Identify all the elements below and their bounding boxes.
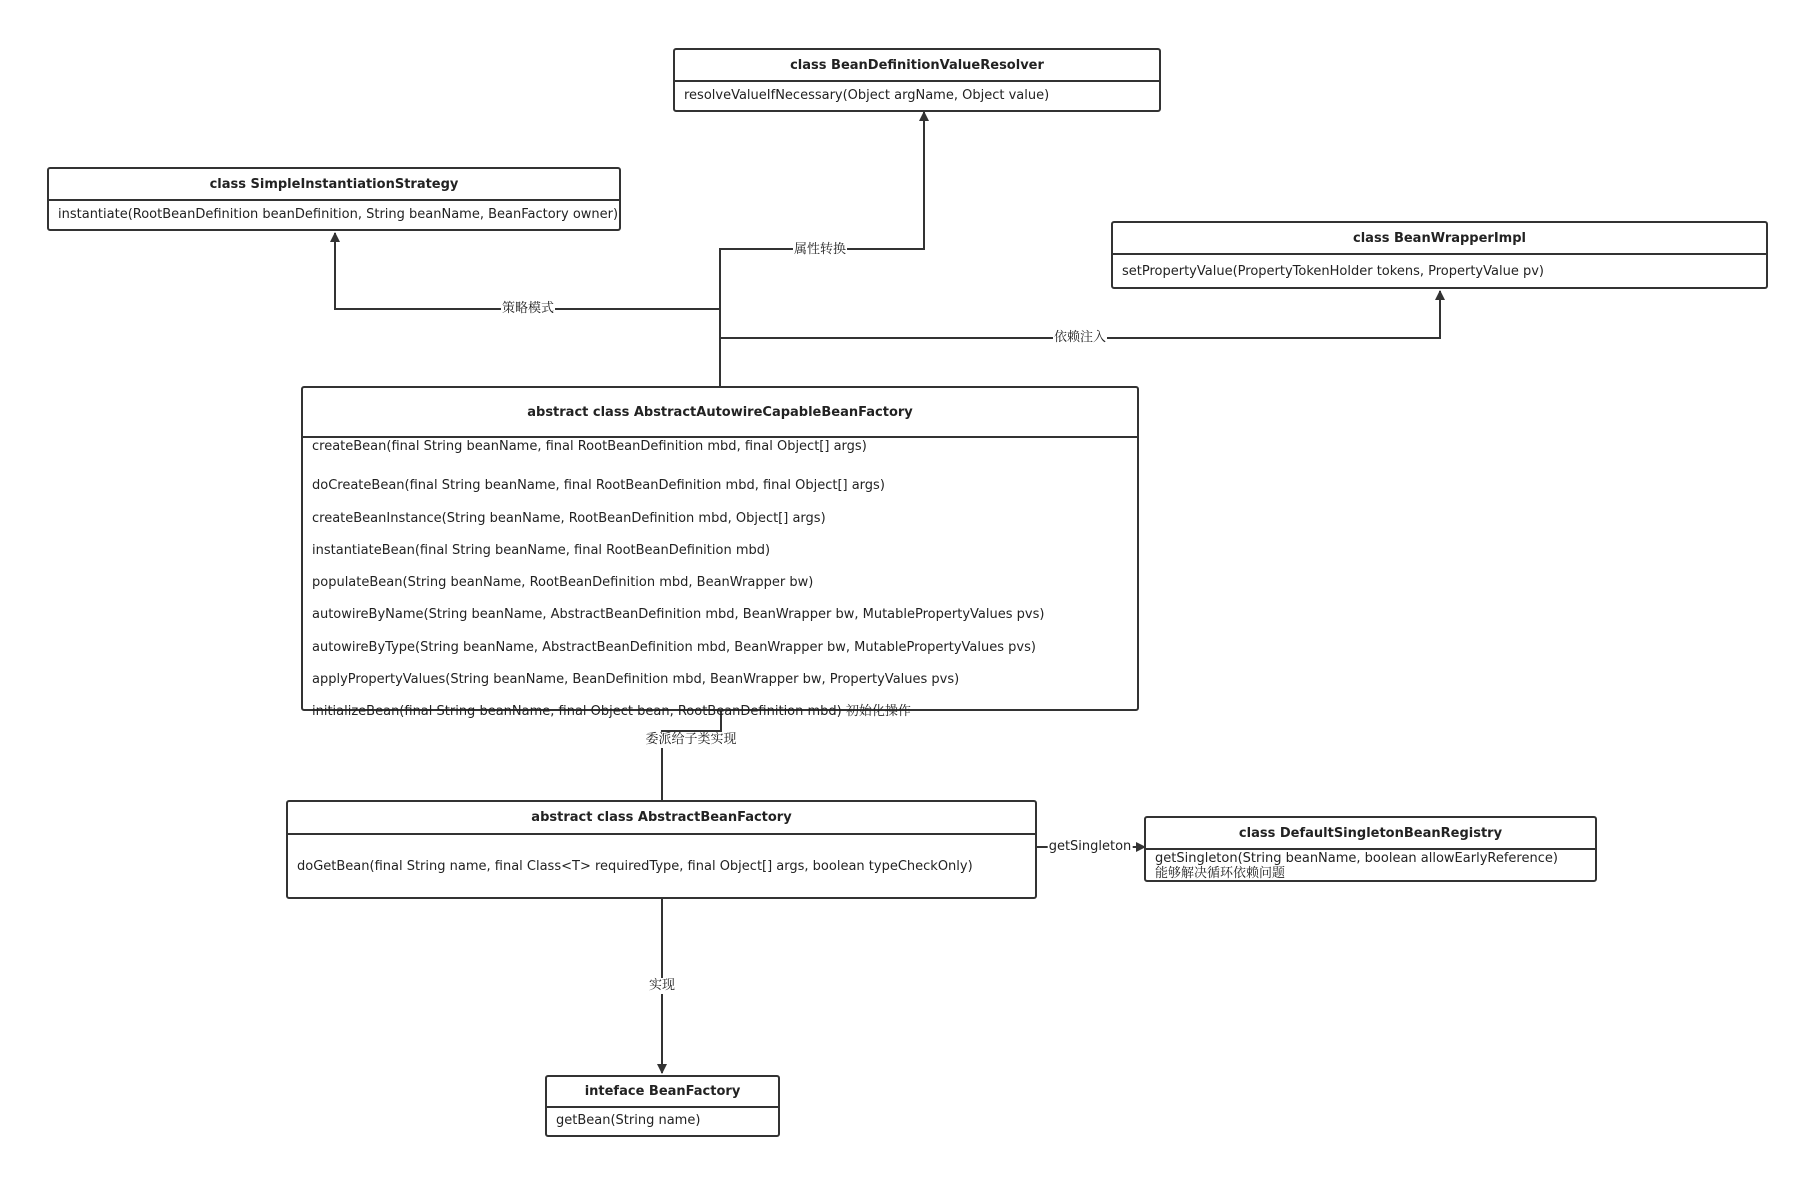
method-list bbox=[547, 1108, 778, 1128]
method-create-bean-instance: createBeanInstance(String beanName, RootBeanDefinition mbd, Object[] args) bbox=[312, 510, 826, 526]
edge-label-delegate-subclass: 委派给子类实现 bbox=[645, 732, 737, 747]
method-list bbox=[1113, 255, 1766, 279]
edge-label-get-singleton: getSingleton bbox=[1048, 839, 1132, 854]
class-box-bean-wrapper-impl[interactable] bbox=[1111, 221, 1768, 289]
method-populate-bean: populateBean(String beanName, RootBeanDefinition mbd, BeanWrapper bw) bbox=[312, 575, 814, 591]
interface-box-bean-factory[interactable] bbox=[545, 1075, 780, 1137]
class-title: class BeanDefinitionValueResolver bbox=[675, 50, 1159, 82]
method-note-circular-dependency: 能够解决循环依赖问题 bbox=[1155, 866, 1286, 881]
edge-label-implements: 实现 bbox=[648, 978, 676, 993]
class-title: class DefaultSingletonBeanRegistry bbox=[1146, 818, 1595, 850]
method-get-singleton: getSingleton(String beanName, boolean allowEarlyReference) bbox=[1155, 851, 1558, 866]
interface-title: inteface BeanFactory bbox=[547, 1077, 778, 1108]
method-set-property-value: setPropertyValue(PropertyTokenHolder tokens, PropertyValue pv) bbox=[1122, 264, 1544, 279]
method-get-bean: getBean(String name) bbox=[556, 1113, 701, 1128]
method-instantiate: instantiate(RootBeanDefinition beanDefinition, String beanName, BeanFactory owner) bbox=[58, 207, 619, 222]
method-instantiate-bean: instantiateBean(final String beanName, final RootBeanDefinition mbd) bbox=[312, 542, 771, 558]
method-do-create-bean: doCreateBean(final String beanName, final RootBeanDefinition mbd, final Object[] args) bbox=[312, 478, 885, 494]
class-box-bean-definition-value-resolver[interactable] bbox=[673, 48, 1161, 112]
edge-label-property-conversion: 属性转换 bbox=[793, 242, 847, 257]
method-list bbox=[288, 835, 1035, 874]
method-list bbox=[675, 82, 1159, 103]
class-title: class SimpleInstantiationStrategy bbox=[49, 169, 619, 201]
method-autowire-by-name: autowireByName(String beanName, AbstractBeanDefinition mbd, BeanWrapper bw, MutablePropertyValues pvs) bbox=[312, 607, 1045, 623]
method-list bbox=[49, 201, 619, 222]
method-autowire-by-type: autowireByType(String beanName, AbstractBeanDefinition mbd, BeanWrapper bw, MutablePropertyValues pvs) bbox=[312, 639, 1036, 655]
method-create-bean: createBean(final String beanName, final RootBeanDefinition mbd, final Object[] args) bbox=[312, 439, 867, 454]
edge-label-dependency-injection: 依赖注入 bbox=[1053, 330, 1107, 345]
class-title: abstract class AbstractAutowireCapableBeanFactory bbox=[303, 388, 1137, 438]
class-box-simple-instantiation-strategy[interactable] bbox=[47, 167, 621, 231]
method-resolve-value-if-necessary: resolveValueIfNecessary(Object argName, Object value) bbox=[684, 88, 1050, 103]
edge-label-strategy-pattern: 策略模式 bbox=[501, 301, 555, 316]
class-box-abstract-autowire-capable-bean-factory[interactable] bbox=[301, 386, 1139, 720]
class-title: class BeanWrapperImpl bbox=[1113, 223, 1766, 255]
method-list bbox=[303, 438, 1137, 729]
edge-strategy-pattern bbox=[335, 233, 720, 309]
class-title: abstract class AbstractBeanFactory bbox=[288, 802, 1035, 835]
method-do-get-bean: doGetBean(final String name, final Class<T> requiredType, final Object[] args, boolean typeCheckOnly) bbox=[297, 859, 973, 874]
method-list bbox=[1146, 850, 1595, 881]
class-box-abstract-bean-factory[interactable] bbox=[286, 800, 1037, 899]
method-initialize-bean: initializeBean(final String beanName, final Object bean, RootBeanDefinition mbd) 初始化操作 bbox=[312, 704, 911, 720]
method-apply-property-values: applyPropertyValues(String beanName, BeanDefinition mbd, BeanWrapper bw, PropertyValues pvs) bbox=[312, 672, 960, 688]
class-box-default-singleton-bean-registry[interactable] bbox=[1144, 816, 1597, 882]
